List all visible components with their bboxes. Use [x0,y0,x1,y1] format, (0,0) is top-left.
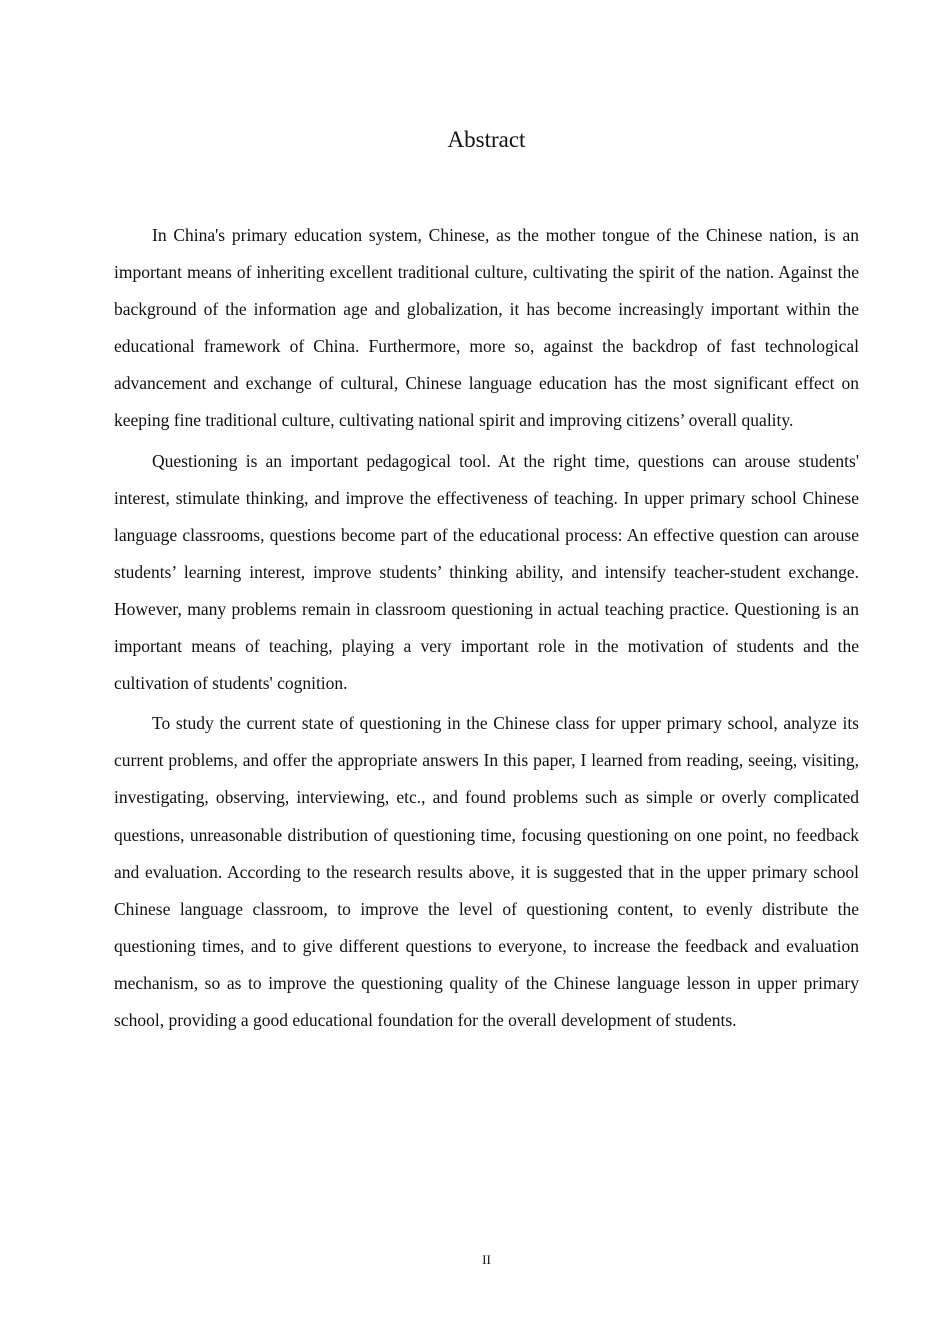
page-title: Abstract [447,127,526,152]
abstract-paragraph-2: Questioning is an important pedagogical tool. At the right time, questions can arouse students' interest, stimulate thinking, and improve the effectiveness of teaching. In upper primary school Chinese language classrooms, questions become part of the educational process: An effective question can arouse students’ learning interest, improve students’ thinking ability, and intensify teacher-student exchange. However, many problems remain in classroom questioning in actual teaching practice. Questioning is an important means of teaching, playing a very important role in the motivation of students and the cultivation of students' cognition. [114,450,859,694]
abstract-paragraph-1: In China's primary education system, Chinese, as the mother tongue of the Chinese nation, is an important means of inheriting excellent traditional culture, cultivating the spirit of the nation. Against the background of the information age and globalization, it has become increasingly important within the educational framework of China. Furthermore, more so, against the backdrop of fast technological advancement and exchange of cultural, Chinese language education has the most significant effect on keeping fine traditional culture, cultivating national spirit and improving citizens’ overall quality. [114,225,859,431]
abstract-body [114,217,859,1042]
page-number: II [482,1252,491,1267]
abstract-paragraph-3: To study the current state of questioning in the Chinese class for upper primary school, analyze its current problems, and offer the appropriate answers In this paper, I learned from reading, seeing, visiting, investigating, observing, interviewing, etc., and found problems such as simple or overly complicated questions, unreasonable distribution of questioning time, focusing questioning on one point, no feedback and evaluation. According to the research results above, it is suggested that in the upper primary school Chinese language classroom, to improve the level of questioning content, to evenly distribute the questioning times, and to give different questions to everyone, to increase the feedback and evaluation mechanism, so as to improve the questioning quality of the Chinese language lesson in upper primary school, providing a good educational foundation for the overall development of students. [114,713,859,1030]
